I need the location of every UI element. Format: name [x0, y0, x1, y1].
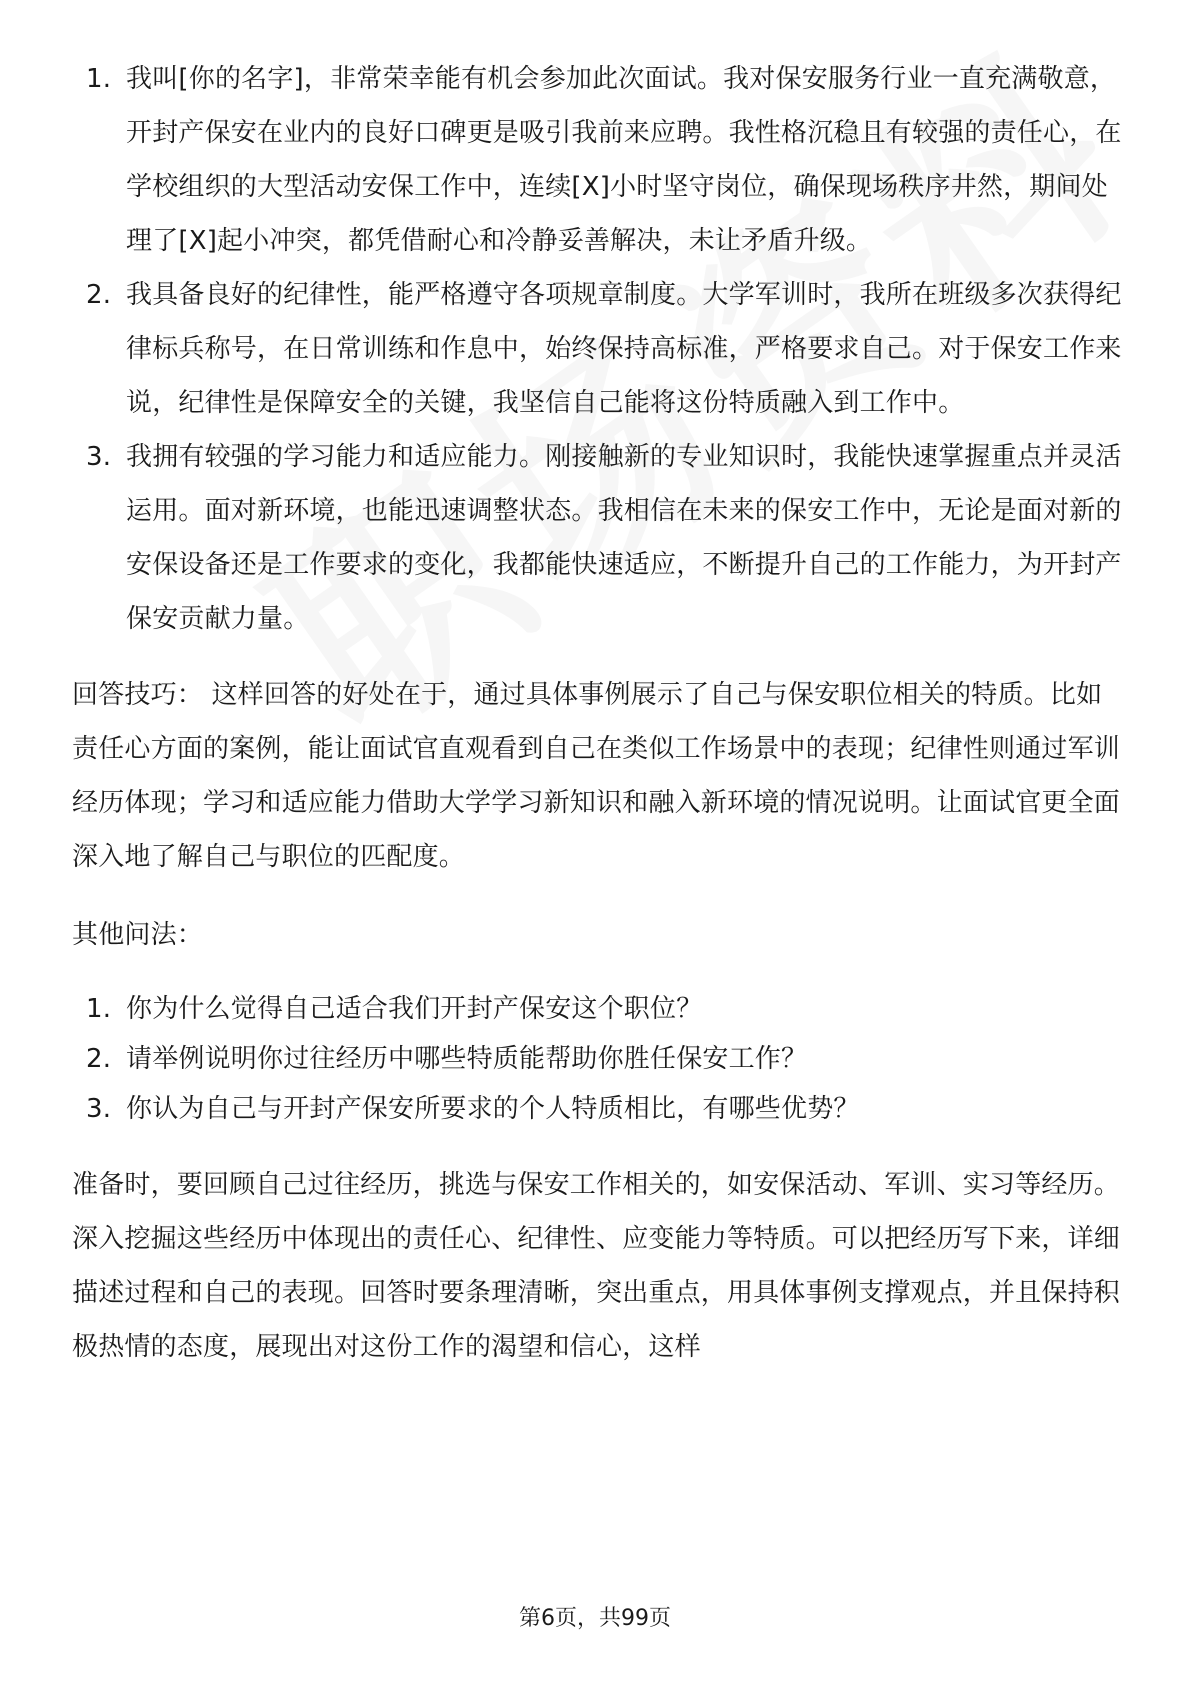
list-item	[72, 984, 1122, 1034]
answer-list	[72, 52, 1122, 646]
list-item-text: 我具备良好的纪律性，能严格遵守各项规章制度。大学军训时，我所在班级多次获得纪律标兵称号，在日常训练和作息中，始终保持高标准，严格要求自己。对于保安工作来说，纪律性是保障安全的关键，我坚信自己能将这份特质融入到工作中。	[126, 280, 1122, 418]
page-content	[72, 52, 1122, 1374]
list-item-number: 2.	[86, 1044, 112, 1074]
list-item-number: 2.	[86, 280, 112, 310]
list-item-number: 1.	[86, 994, 112, 1024]
other-questions-list	[72, 984, 1122, 1134]
answer-tips: 回答技巧： 这样回答的好处在于，通过具体事例展示了自己与保安职位相关的特质。比如责任心方面的案例，能让面试官直观看到自己在类似工作场景中的表现；纪律性则通过军训经历体现；学习和适应能力借助大学学习新知识和融入新环境的情况说明。让面试官更全面深入地了解自己与职位的匹配度。	[72, 680, 1121, 872]
list-item	[72, 430, 1122, 646]
list-item	[72, 52, 1122, 268]
list-item	[72, 1084, 1122, 1134]
list-item-text: 我拥有较强的学习能力和适应能力。刚接触新的专业知识时，我能快速掌握重点并灵活运用。面对新环境，也能迅速调整状态。我相信在未来的保安工作中，无论是面对新的安保设备还是工作要求的变化，我都能快速适应，不断提升自己的工作能力，为开封产保安贡献力量。	[126, 442, 1122, 634]
preparation-advice: 准备时，要回顾自己过往经历，挑选与保安工作相关的，如安保活动、军训、实习等经历。深入挖掘这些经历中体现出的责任心、纪律性、应变能力等特质。可以把经历写下来，详细描述过程和自己的表现。回答时要条理清晰，突出重点，用具体事例支撑观点，并且保持积极热情的态度，展现出对这份工作的渴望和信心，这样	[72, 1170, 1121, 1362]
list-item-number: 3.	[86, 442, 112, 472]
list-item-number: 3.	[86, 1094, 112, 1124]
list-item-text: 我叫[你的名字]，非常荣幸能有机会参加此次面试。我对保安服务行业一直充满敬意，开封产保安在业内的良好口碑更是吸引我前来应聘。我性格沉稳且有较强的责任心，在学校组织的大型活动安保工作中，连续[X]小时坚守岗位，确保现场秩序井然，期间处理了[X]起小冲突，都凭借耐心和冷静妥善解决，未让矛盾升级。	[126, 64, 1122, 256]
list-item	[72, 268, 1122, 430]
list-item-number: 1.	[86, 64, 112, 94]
other-questions-heading: 其他问法：	[72, 920, 204, 950]
list-item	[72, 1034, 1122, 1084]
list-item-text: 你认为自己与开封产保安所要求的个人特质相比，有哪些优势？	[126, 1094, 860, 1124]
list-item-text: 你为什么觉得自己适合我们开封产保安这个职位？	[126, 994, 703, 1024]
page-number-footer: 第6页，共99页	[519, 1606, 671, 1631]
list-item-text: 请举例说明你过往经历中哪些特质能帮助你胜任保安工作？	[126, 1044, 808, 1074]
